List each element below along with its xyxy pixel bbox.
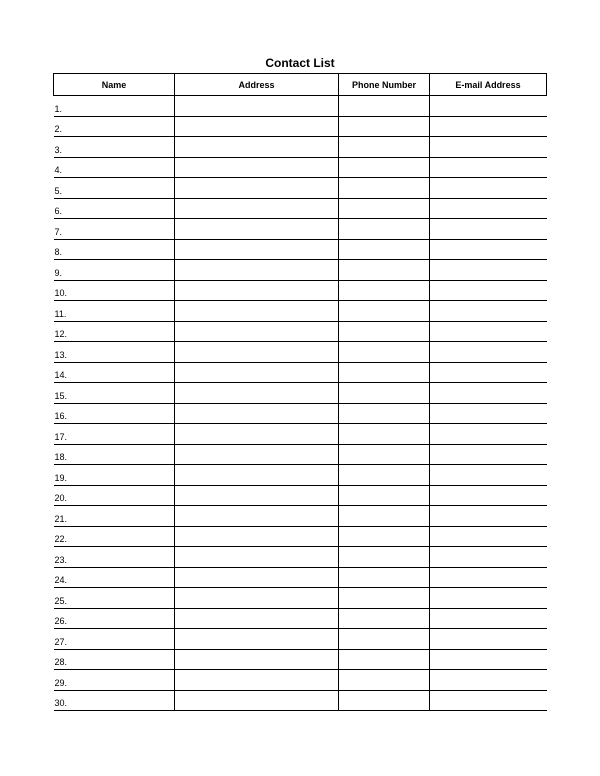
address-cell[interactable] [175, 383, 339, 404]
phone-cell[interactable] [339, 178, 430, 199]
email-cell[interactable] [430, 342, 547, 363]
address-cell[interactable] [175, 465, 339, 486]
phone-cell[interactable] [339, 362, 430, 383]
address-cell[interactable] [175, 342, 339, 363]
column-header-email: E-mail Address [430, 74, 547, 96]
row-number: 28. [54, 657, 68, 667]
row-number: 27. [54, 636, 68, 647]
name-cell[interactable] [54, 526, 175, 547]
row-number: 30. [54, 698, 68, 708]
email-cell[interactable] [430, 670, 547, 691]
name-cell[interactable] [54, 649, 175, 670]
phone-cell[interactable] [339, 485, 430, 506]
name-cell[interactable] [54, 588, 175, 609]
table-row [54, 670, 547, 691]
row-number: 23. [54, 554, 68, 565]
name-cell[interactable] [54, 424, 175, 445]
phone-cell[interactable] [339, 137, 430, 158]
address-cell[interactable] [175, 588, 339, 609]
phone-cell[interactable] [339, 526, 430, 547]
table-row [54, 219, 547, 240]
address-cell[interactable] [175, 526, 339, 547]
phone-cell[interactable] [339, 280, 430, 301]
name-cell[interactable] [54, 567, 175, 588]
table-row [54, 465, 547, 486]
name-cell[interactable] [54, 506, 175, 527]
table-row [54, 424, 547, 445]
phone-cell[interactable] [339, 608, 430, 629]
name-cell[interactable] [54, 321, 175, 342]
table-row [54, 342, 547, 363]
contact-table-container [53, 73, 546, 711]
address-cell[interactable] [175, 239, 339, 260]
row-number: 18. [54, 452, 68, 462]
phone-cell[interactable] [339, 116, 430, 137]
phone-cell[interactable] [339, 506, 430, 527]
name-cell[interactable] [54, 485, 175, 506]
email-cell[interactable] [430, 588, 547, 609]
name-cell[interactable] [54, 690, 175, 711]
name-cell[interactable] [54, 198, 175, 219]
email-cell[interactable] [430, 485, 547, 506]
phone-cell[interactable] [339, 239, 430, 260]
email-cell[interactable] [430, 321, 547, 342]
address-cell[interactable] [175, 547, 339, 568]
address-cell[interactable] [175, 96, 339, 117]
name-cell[interactable] [54, 116, 175, 137]
email-cell[interactable] [430, 506, 547, 527]
email-cell[interactable] [430, 526, 547, 547]
name-cell[interactable] [54, 444, 175, 465]
address-cell[interactable] [175, 198, 339, 219]
email-cell[interactable] [430, 567, 547, 588]
address-cell[interactable] [175, 485, 339, 506]
name-cell[interactable] [54, 178, 175, 199]
table-row [54, 690, 547, 711]
phone-cell[interactable] [339, 588, 430, 609]
table-row [54, 383, 547, 404]
table-row [54, 260, 547, 281]
table-row [54, 116, 547, 137]
email-cell[interactable] [430, 219, 547, 240]
table-row [54, 588, 547, 609]
phone-cell[interactable] [339, 690, 430, 711]
phone-cell[interactable] [339, 670, 430, 691]
email-cell[interactable] [430, 383, 547, 404]
name-cell[interactable] [54, 137, 175, 158]
table-row [54, 137, 547, 158]
address-cell[interactable] [175, 219, 339, 240]
name-cell[interactable] [54, 362, 175, 383]
row-number: 7. [54, 226, 63, 237]
column-header-address: Address [175, 74, 339, 96]
phone-cell[interactable] [339, 301, 430, 322]
address-cell[interactable] [175, 506, 339, 527]
row-number: 25. [54, 595, 68, 606]
email-cell[interactable] [430, 178, 547, 199]
name-cell[interactable] [54, 629, 175, 650]
phone-cell[interactable] [339, 260, 430, 281]
row-number: 9. [54, 267, 63, 278]
row-number: 12. [54, 329, 68, 339]
table-row [54, 444, 547, 465]
row-number: 22. [54, 534, 68, 544]
page-title: Contact List [265, 56, 335, 70]
phone-cell[interactable] [339, 403, 430, 424]
table-row [54, 649, 547, 670]
name-cell[interactable] [54, 383, 175, 404]
address-cell[interactable] [175, 444, 339, 465]
row-number: 29. [54, 677, 68, 688]
row-number: 19. [54, 472, 68, 483]
email-cell[interactable] [430, 239, 547, 260]
address-cell[interactable] [175, 403, 339, 424]
email-cell[interactable] [430, 362, 547, 383]
address-cell[interactable] [175, 690, 339, 711]
phone-cell[interactable] [339, 649, 430, 670]
email-cell[interactable] [430, 280, 547, 301]
header-row [54, 74, 547, 96]
row-number: 3. [54, 144, 63, 155]
row-number: 10. [54, 288, 68, 298]
table-row [54, 96, 547, 117]
name-cell[interactable] [54, 280, 175, 301]
address-cell[interactable] [175, 116, 339, 137]
table-row [54, 362, 547, 383]
name-cell[interactable] [54, 239, 175, 260]
table-row [54, 198, 547, 219]
table-row [54, 485, 547, 506]
email-cell[interactable] [430, 690, 547, 711]
contact-rows [54, 96, 547, 711]
row-number: 26. [54, 616, 68, 626]
address-cell[interactable] [175, 178, 339, 199]
phone-cell[interactable] [339, 567, 430, 588]
row-number: 13. [54, 349, 68, 360]
phone-cell[interactable] [339, 342, 430, 363]
email-cell[interactable] [430, 116, 547, 137]
row-number: 5. [54, 185, 63, 196]
address-cell[interactable] [175, 567, 339, 588]
name-cell[interactable] [54, 260, 175, 281]
row-number: 6. [54, 206, 63, 216]
table-row [54, 608, 547, 629]
email-cell[interactable] [430, 424, 547, 445]
phone-cell[interactable] [339, 96, 430, 117]
email-cell[interactable] [430, 465, 547, 486]
name-cell[interactable] [54, 96, 175, 117]
email-cell[interactable] [430, 547, 547, 568]
address-cell[interactable] [175, 301, 339, 322]
email-cell[interactable] [430, 608, 547, 629]
name-cell[interactable] [54, 403, 175, 424]
phone-cell[interactable] [339, 219, 430, 240]
table-row [54, 567, 547, 588]
row-number: 4. [54, 165, 63, 175]
row-number: 20. [54, 493, 68, 503]
phone-cell[interactable] [339, 321, 430, 342]
address-cell[interactable] [175, 424, 339, 445]
name-cell[interactable] [54, 342, 175, 363]
address-cell[interactable] [175, 157, 339, 178]
email-cell[interactable] [430, 629, 547, 650]
row-number: 21. [54, 513, 68, 524]
table-row [54, 239, 547, 260]
row-number: 2. [54, 124, 63, 134]
email-cell[interactable] [430, 157, 547, 178]
row-number: 17. [54, 431, 68, 442]
row-number: 24. [54, 575, 68, 585]
phone-cell[interactable] [339, 547, 430, 568]
table-row [54, 403, 547, 424]
table-row [54, 321, 547, 342]
table-row [54, 280, 547, 301]
address-cell[interactable] [175, 137, 339, 158]
row-number: 11. [54, 308, 67, 319]
email-cell[interactable] [430, 137, 547, 158]
table-row [54, 157, 547, 178]
table-row [54, 526, 547, 547]
name-cell[interactable] [54, 547, 175, 568]
name-cell[interactable] [54, 219, 175, 240]
email-cell[interactable] [430, 649, 547, 670]
email-cell[interactable] [430, 403, 547, 424]
table-row [54, 629, 547, 650]
row-number: 16. [54, 411, 68, 421]
phone-cell[interactable] [339, 198, 430, 219]
name-cell[interactable] [54, 465, 175, 486]
address-cell[interactable] [175, 608, 339, 629]
email-cell[interactable] [430, 444, 547, 465]
name-cell[interactable] [54, 670, 175, 691]
row-number: 14. [54, 370, 68, 380]
table-row [54, 547, 547, 568]
table-row [54, 506, 547, 527]
row-number: 8. [54, 247, 63, 257]
phone-cell[interactable] [339, 424, 430, 445]
phone-cell[interactable] [339, 629, 430, 650]
table-row [54, 301, 547, 322]
row-number: 15. [54, 390, 68, 401]
name-cell[interactable] [54, 301, 175, 322]
email-cell[interactable] [430, 96, 547, 117]
name-cell[interactable] [54, 608, 175, 629]
email-cell[interactable] [430, 198, 547, 219]
table-row [54, 178, 547, 199]
column-header-phone: Phone Number [339, 74, 430, 96]
address-cell[interactable] [175, 321, 339, 342]
address-cell[interactable] [175, 280, 339, 301]
phone-cell[interactable] [339, 444, 430, 465]
contact-table [53, 73, 547, 711]
name-cell[interactable] [54, 157, 175, 178]
address-cell[interactable] [175, 362, 339, 383]
email-cell[interactable] [430, 301, 547, 322]
address-cell[interactable] [175, 649, 339, 670]
column-header-name: Name [54, 74, 175, 96]
row-number: 1. [54, 103, 63, 114]
address-cell[interactable] [175, 260, 339, 281]
email-cell[interactable] [430, 260, 547, 281]
phone-cell[interactable] [339, 465, 430, 486]
address-cell[interactable] [175, 629, 339, 650]
address-cell[interactable] [175, 670, 339, 691]
phone-cell[interactable] [339, 383, 430, 404]
phone-cell[interactable] [339, 157, 430, 178]
